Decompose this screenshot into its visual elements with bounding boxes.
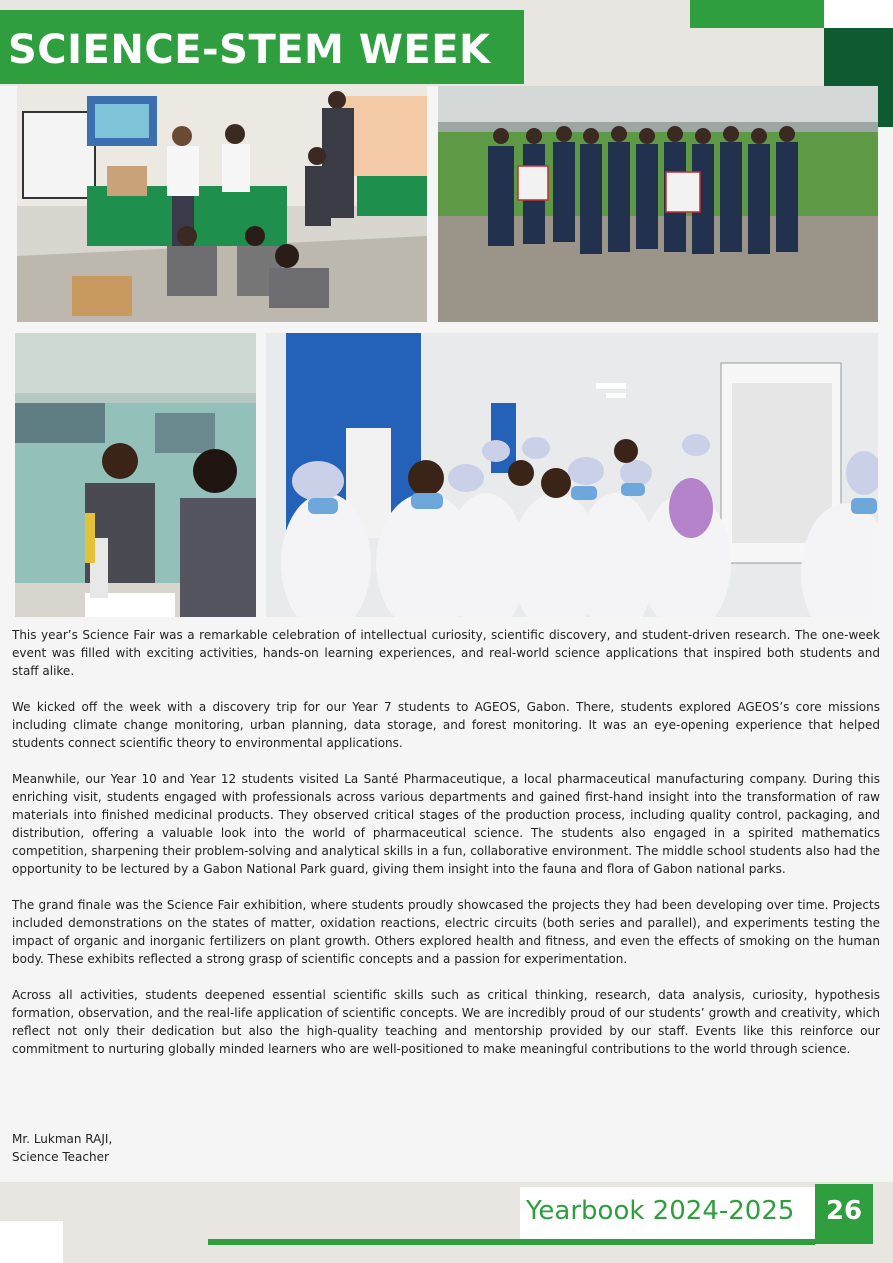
article-paragraph: The grand finale was the Science Fair exhibition, where students proudly showcased the projects they had been developing over time. Projects included demonstrations on the states of matter, oxidation reactions, electric circuits (both series and parallel), and experiments testing the impact of organic and inorganic fertilizers on plant growth. Others explored health and fitness, and even the effects of smoking on the human body. These exhibits reflected a strong grasp of scientific concepts and a passion for experimentation. <box>12 898 880 966</box>
photo-science-fair-classroom <box>17 86 427 322</box>
corner-accent-green <box>690 0 824 28</box>
article-paragraph: We kicked off the week with a discovery trip for our Year 7 students to AGEOS, Gabon. There, students explored AGEOS’s core missions including climate change monitoring, urban planning, data storage, and forest monitoring. It was an eye-opening experience that helped students connect scientific theory to environmental applications. <box>12 700 880 750</box>
page-title: SCIENCE-STEM WEEK <box>8 27 491 73</box>
article-body <box>12 626 880 1076</box>
corner-accent-white <box>824 0 893 28</box>
article-paragraph: Meanwhile, our Year 10 and Year 12 students visited La Santé Pharmaceutique, a local pharmaceutical manufacturing company. During this enriching visit, students engaged with professionals across various departments and gained first-hand insight into the transformation of raw materials into finished medicinal products. They observed critical stages of the production process, including quality control, packaging, and distribution, offering a valuable look into the world of pharmaceutical science. The students also engaged in a spirited mathematics competition, sharpening their problem-solving and analytical skills in a fun, collaborative environment. The middle school students also had the opportunity to be lectured by a Gabon National Park guard, giving them insight into the fauna and flora of Gabon national parks. <box>12 772 880 876</box>
yearbook-label: Yearbook 2024-2025 <box>526 1196 795 1226</box>
footer-divider-line <box>208 1239 815 1245</box>
signature-role: Science Teacher <box>12 1150 109 1164</box>
page-number-box <box>815 1184 873 1244</box>
page-number: 26 <box>825 1196 863 1226</box>
article-paragraph: Across all activities, students deepened essential scientific skills such as critical thinking, research, data analysis, curiosity, hypothesis formation, observation, and the real-life application of scientific concepts. We are incredibly proud of our students’ growth and creativity, which reflect not only their dedication but also the high-quality teaching and mentorship provided by our staff. Events like this reinforce our commitment to nurturing globally minded learners who are well-positioned to make meaningful contributions to the world through science. <box>12 988 880 1056</box>
footer-corner-accent <box>0 1221 63 1263</box>
signature <box>12 1130 112 1166</box>
footer-label-box <box>520 1187 815 1239</box>
photo-student-experiment <box>15 333 256 617</box>
article-paragraph: This year’s Science Fair was a remarkable celebration of intellectual curiosity, scientific discovery, and student-driven research. The one-week event was filled with exciting activities, hands-on learning experiences, and real-world science applications that inspired both students and staff alike. <box>12 628 880 678</box>
photo-pharmaceutical-visit <box>266 333 878 617</box>
title-banner <box>0 10 524 84</box>
photo-group-outdoors <box>438 86 878 322</box>
signature-name: Mr. Lukman RAJI, <box>12 1132 113 1146</box>
